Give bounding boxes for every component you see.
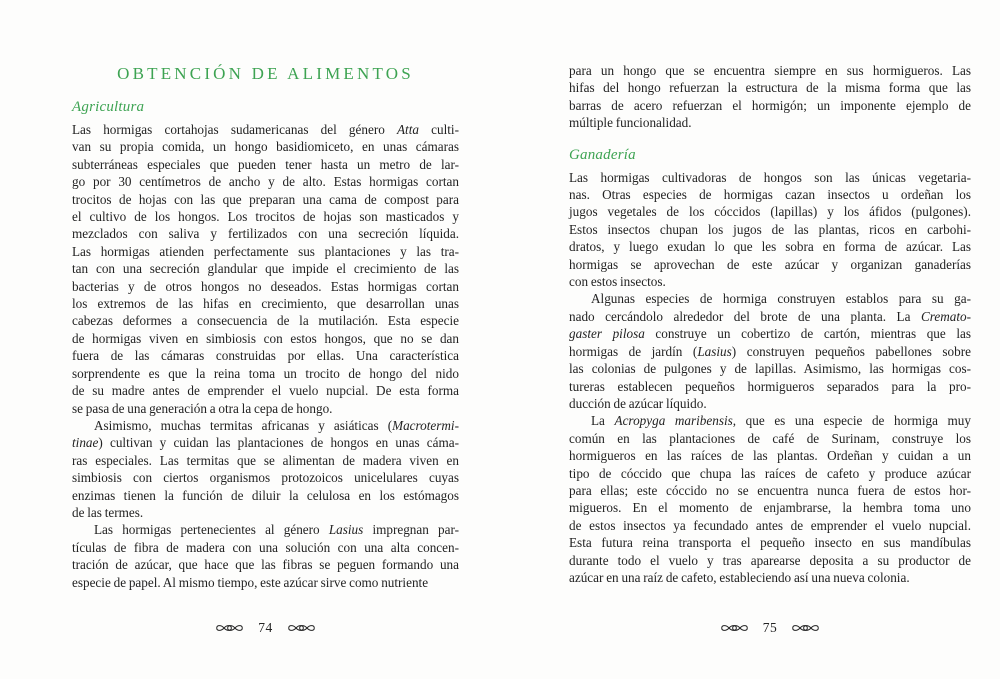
text-line: durante todo el vuelo y tras aparearse deposita a su productor de — [569, 552, 971, 568]
text-line: de las termes. — [72, 504, 144, 520]
section-heading: Agricultura — [72, 99, 145, 115]
text-line: hormigas se aprovechan de este azúcar y organizan ganaderías — [569, 256, 971, 272]
text-line: gaster pilosa construye un cobertizo de cartón, mientras que las — [569, 326, 971, 342]
taxon-name: Lasius — [697, 343, 732, 359]
right-page-text — [569, 62, 971, 586]
paragraph — [569, 169, 971, 291]
text-line: simbiosis con ciertos organismos protozoicos unicelulares cuyas — [72, 470, 459, 486]
text-line: tinae) cultivan y cuidan las plantaciones de hongos en unas cáma- — [72, 435, 459, 451]
text-line: sorprendente es que la reina toma un trocito de hongo del nido — [72, 365, 459, 381]
flourish-icon — [790, 622, 821, 634]
text-line: los extremos de las hifas en crecimiento, que desarrollan unas — [72, 296, 459, 312]
right-page-footer — [569, 620, 971, 636]
page-number-right: 75 — [762, 620, 778, 635]
text-line: Las hormigas pertenecientes al género Lasius impregnan par- — [94, 522, 459, 538]
text-line: Estos insectos chupan los jugos de las plantas, ricos en carbohi- — [569, 221, 971, 237]
text-line: para ellas; este cóccido no se encuentra nunca fuera de estos hor- — [569, 482, 971, 498]
text-line: La Acropyga maribensis, que es una especie de hormiga muy — [591, 413, 971, 429]
text-line: Las hormigas cultivadoras de hongos son las únicas vegetaria- — [569, 169, 971, 185]
text-line: hifas del hongo refuerzan la estructura de la misma forma que las — [569, 80, 971, 96]
taxon-name: Cremato- — [920, 308, 971, 324]
left-page — [72, 64, 459, 591]
text-line: tículas de fibra de madera con una solución con una alta concen- — [72, 539, 459, 555]
text-line: azúcar en una raíz de cafeto, estableciendo así una nueva colonia. — [569, 569, 910, 585]
text-line: tan con una secreción glandular que impide el crecimiento de las — [72, 261, 459, 277]
flourish-icon — [286, 622, 317, 634]
text-line: fuera de las cámaras construidas por ellas. Una característica — [72, 348, 459, 364]
text-line: ras especiales. Las termitas que se alimentan de madera viven en — [72, 452, 459, 468]
text-line: con estos insectos. — [569, 274, 666, 290]
text-line: tipo de cóccido que chupa las raíces de cafeto y produce azúcar — [569, 465, 971, 481]
taxon-name: tinae — [72, 435, 99, 451]
left-page-footer — [72, 620, 459, 636]
right-page — [569, 62, 971, 586]
taxon-name: Atta — [397, 122, 419, 137]
taxon-name: Lasius — [328, 522, 364, 538]
text-line: tureras establecen pequeños hormigueros separados para la pro- — [569, 378, 971, 394]
paragraph — [569, 412, 971, 586]
paragraph — [72, 121, 459, 417]
text-line: Esta futura reina transporta el pequeño insecto en sus mandíbulas — [569, 535, 971, 551]
text-line: se pasa de una generación a otra la cepa de hongo. — [72, 400, 333, 416]
text-line: ducción de azúcar líquido. — [569, 395, 707, 411]
text-line: Algunas especies de hormiga construyen establos para su ga- — [591, 291, 971, 307]
paragraph — [569, 290, 971, 412]
taxon-name: gaster pilosa — [569, 326, 645, 342]
text-line: tración de azúcar, que hace que las fibras se peguen formando una — [72, 557, 459, 573]
text-line: cabezas deformes a consecuencia de la mutilación. Esta especie — [72, 313, 459, 329]
paragraph — [72, 417, 459, 521]
left-page-text — [72, 98, 459, 591]
text-line: hormigueros en las raíces de las plantas. Ordeñan y cuidan a un — [569, 448, 971, 464]
flourish-icon — [214, 622, 245, 634]
text-line: mezclados con saliva y fertilizados con una secreción líquida. — [72, 226, 459, 242]
text-line: Las hormigas atienden perfectamente sus plantaciones y las tra- — [72, 243, 459, 259]
text-line: Asimismo, muchas termitas africanas y asiáticas (Macrotermi- — [94, 417, 459, 433]
text-line: especie de papel. Al mismo tiempo, este azúcar sirve como nutriente — [72, 574, 429, 590]
text-line: go por 30 centímetros de ancho y de alto. Estas hormigas cortan — [72, 174, 459, 190]
text-line: múltiple funcionalidad. — [569, 115, 692, 131]
paragraph — [569, 62, 971, 132]
page-number-left: 74 — [258, 620, 273, 635]
taxon-name: Macrotermi- — [392, 417, 459, 433]
text-line: trocitos de hojas con las que preparan una cama de compost para — [72, 191, 459, 207]
text-line: Las hormigas cortahojas sudamericanas del género Atta culti- — [72, 122, 459, 137]
text-line: subterráneas especiales que pueden tener hasta un metro de lar- — [72, 156, 459, 172]
text-line: migueros. En el momento de enjambrarse, la hembra toma uno — [569, 500, 971, 516]
text-line: hormigas de jardín (Lasius) construyen pequeños pabellones sobre — [569, 343, 971, 359]
text-line: el cultivo de los hongos. Los trocitos de hojas son masticados y — [72, 209, 459, 225]
text-line: dratos, y luego exudan lo que les sobra en forma de azúcar. Las — [569, 239, 971, 255]
taxon-name: Acropyga maribensis — [614, 413, 733, 429]
text-line: nado cercándolo alrededor del brote de una planta. La Cremato- — [569, 308, 971, 324]
text-line: de hormigas viven en simbiosis con estos hongos, que no se dan — [72, 330, 459, 346]
text-line: de su madre antes de emprender el vuelo nupcial. De esta forma — [72, 383, 459, 399]
chapter-title: OBTENCIÓN DE ALIMENTOS — [117, 64, 414, 83]
text-line: nas. Otras especies de hormigas cazan insectos u ordeñan los — [569, 187, 971, 203]
text-line: bacterias y de otros hongos no deseados. Estas hormigas cortan — [72, 278, 459, 294]
flourish-icon — [719, 622, 750, 634]
section-heading: Ganadería — [569, 146, 636, 163]
text-line: para un hongo que se encuentra siempre en sus hormigueros. Las — [569, 63, 971, 78]
text-line: las colonias de pulgones y de lapillas. Asimismo, las hormigas cos- — [569, 361, 971, 377]
text-line: jugos vegetales de los cóccidos (lapillas) y los áfidos (pulgones). — [569, 204, 971, 220]
paragraph — [72, 521, 459, 591]
text-line: van su propia comida, un hongo basidiomiceto, en unas cámaras — [72, 139, 459, 155]
text-line: de estos insectos ya fecundado antes de emprender el vuelo nupcial. — [569, 517, 971, 533]
text-line: enzimas tienen la función de diluir la celulosa en los estómagos — [72, 487, 459, 503]
text-line: común en las plantaciones de café de Surinam, construye los — [569, 430, 971, 446]
text-line: barras de acero refuerzan el hormigón; un imponente ejemplo de — [569, 97, 971, 113]
